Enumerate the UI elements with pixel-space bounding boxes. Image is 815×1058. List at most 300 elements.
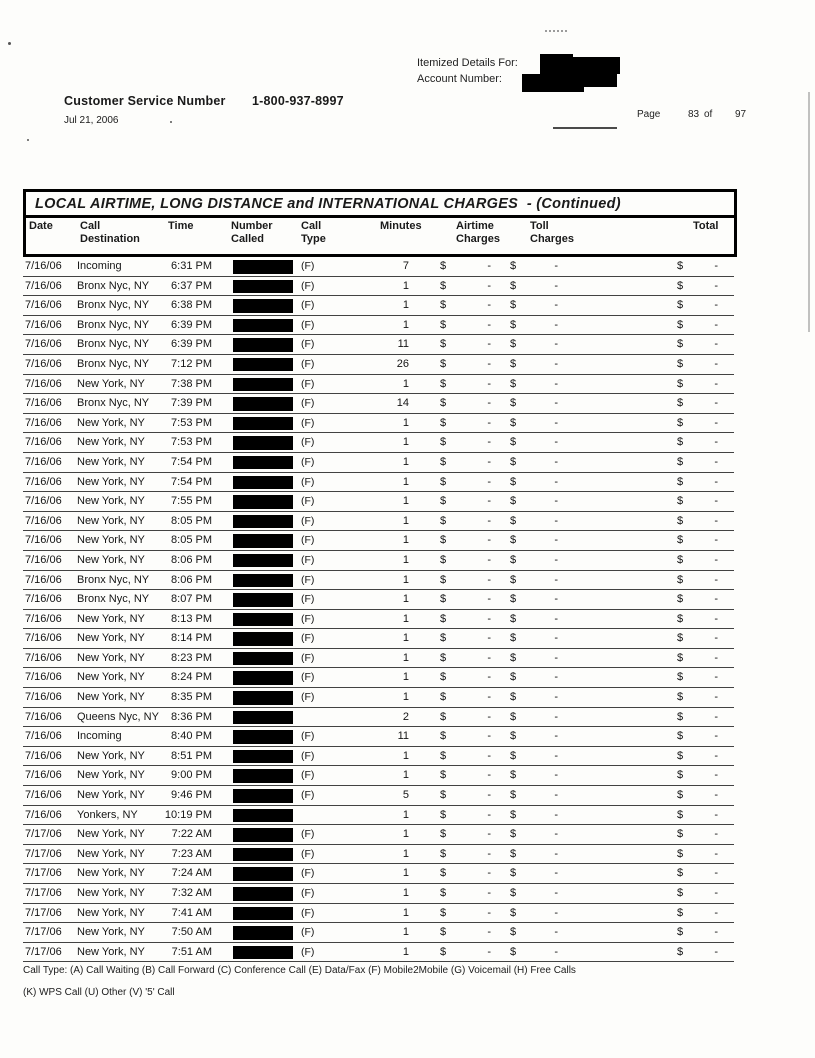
row-date: 7/16/06 [25, 671, 62, 684]
row-toll-currency: $ [510, 808, 517, 821]
row-call-destination: Bronx Nyc, NY [77, 318, 150, 331]
table-row [23, 708, 734, 728]
call-type-legend-line2: (K) WPS Call (U) Other (V) '5' Call [23, 987, 175, 998]
row-toll-currency: $ [510, 691, 517, 704]
row-toll-amount: - [554, 338, 558, 351]
row-call-type: (F) [301, 691, 315, 704]
row-airtime-currency: $ [440, 416, 447, 429]
row-call-type: (F) [301, 632, 315, 645]
row-airtime-amount: - [487, 828, 491, 841]
table-row [23, 786, 734, 806]
row-minutes: 1 [402, 279, 409, 292]
row-total-currency: $ [677, 553, 684, 566]
row-call-type: (F) [301, 730, 315, 743]
row-airtime-amount: - [487, 299, 491, 312]
row-total-amount: - [714, 828, 718, 841]
table-row [23, 335, 734, 355]
row-toll-currency: $ [510, 534, 517, 547]
row-time: 7:22 AM [171, 828, 212, 841]
row-toll-currency: $ [510, 710, 517, 723]
row-toll-currency: $ [510, 867, 517, 880]
redacted-number-box [233, 436, 293, 450]
row-total-currency: $ [677, 710, 684, 723]
row-minutes: 1 [402, 534, 409, 547]
row-airtime-amount: - [487, 906, 491, 919]
row-airtime-currency: $ [440, 260, 447, 272]
row-airtime-amount: - [487, 710, 491, 723]
row-toll-currency: $ [510, 945, 517, 958]
table-column-headers [26, 218, 734, 254]
row-toll-currency: $ [510, 651, 517, 664]
table-row [23, 551, 734, 571]
row-airtime-currency: $ [440, 338, 447, 351]
row-call-type: (F) [301, 945, 315, 958]
row-call-type: (F) [301, 455, 315, 468]
row-airtime-amount: - [487, 730, 491, 743]
row-time: 7:39 PM [171, 397, 212, 410]
row-call-type: (F) [301, 260, 315, 272]
row-total-currency: $ [677, 867, 684, 880]
row-toll-currency: $ [510, 357, 517, 370]
row-minutes: 1 [402, 945, 409, 958]
row-call-destination: Bronx Nyc, NY [77, 397, 150, 410]
scan-speck [27, 139, 29, 141]
row-airtime-amount: - [487, 377, 491, 390]
row-total-amount: - [714, 416, 718, 429]
row-airtime-currency: $ [440, 749, 447, 762]
row-minutes: 26 [396, 357, 409, 370]
row-airtime-amount: - [487, 769, 491, 782]
row-airtime-amount: - [487, 808, 491, 821]
row-toll-amount: - [554, 475, 558, 488]
row-total-amount: - [714, 887, 718, 899]
row-call-destination: New York, NY [77, 651, 145, 664]
row-airtime-amount: - [487, 416, 491, 429]
row-minutes: 1 [402, 612, 409, 625]
row-toll-amount: - [554, 651, 558, 664]
row-toll-amount: - [554, 691, 558, 704]
redacted-number-box [233, 691, 293, 705]
row-total-amount: - [714, 632, 718, 645]
row-airtime-currency: $ [440, 867, 447, 880]
row-minutes: 1 [402, 475, 409, 488]
row-time: 7:12 PM [171, 357, 212, 370]
row-minutes: 11 [397, 338, 409, 351]
row-call-destination: Bronx Nyc, NY [77, 573, 150, 586]
row-airtime-currency: $ [440, 553, 447, 566]
row-airtime-currency: $ [440, 847, 447, 860]
redacted-number-box [233, 946, 293, 960]
row-toll-amount: - [554, 260, 558, 272]
row-total-amount: - [714, 847, 718, 860]
row-minutes: 1 [402, 769, 409, 782]
row-total-amount: - [714, 299, 718, 312]
row-total-currency: $ [677, 671, 684, 684]
row-toll-amount: - [554, 828, 558, 841]
row-date: 7/17/06 [25, 887, 62, 899]
row-call-destination: New York, NY [77, 867, 145, 880]
customer-service-number: 1-800-937-8997 [252, 94, 344, 108]
row-toll-currency: $ [510, 926, 517, 939]
table-row [23, 257, 734, 277]
scan-speck [8, 42, 11, 45]
row-airtime-currency: $ [440, 455, 447, 468]
row-airtime-currency: $ [440, 632, 447, 645]
redacted-number-box [233, 280, 293, 294]
row-total-currency: $ [677, 945, 684, 958]
table-row [23, 473, 734, 493]
row-time: 6:39 PM [171, 318, 212, 331]
row-total-amount: - [714, 534, 718, 547]
row-toll-amount: - [554, 906, 558, 919]
row-total-currency: $ [677, 357, 684, 370]
row-call-type: (F) [301, 495, 315, 508]
row-toll-currency: $ [510, 318, 517, 331]
row-call-type: (F) [301, 847, 315, 860]
row-toll-amount: - [554, 632, 558, 645]
row-airtime-amount: - [487, 455, 491, 468]
redaction-box-account [584, 74, 617, 87]
row-call-type: (F) [301, 475, 315, 488]
row-minutes: 1 [402, 514, 409, 527]
row-date: 7/16/06 [25, 593, 62, 606]
row-total-amount: - [714, 612, 718, 625]
row-call-type: (F) [301, 612, 315, 625]
row-time: 7:53 PM [171, 416, 212, 429]
row-call-type: (F) [301, 749, 315, 762]
row-call-destination: New York, NY [77, 514, 145, 527]
row-airtime-currency: $ [440, 573, 447, 586]
row-toll-currency: $ [510, 495, 517, 508]
redacted-number-box [233, 867, 293, 881]
row-airtime-currency: $ [440, 593, 447, 606]
row-airtime-currency: $ [440, 808, 447, 821]
row-airtime-currency: $ [440, 710, 447, 723]
row-minutes: 1 [402, 906, 409, 919]
redacted-number-box [233, 574, 293, 588]
row-date: 7/17/06 [25, 945, 62, 958]
redacted-number-box [233, 299, 293, 313]
row-total-amount: - [714, 769, 718, 782]
row-minutes: 1 [402, 377, 409, 390]
row-call-destination: New York, NY [77, 945, 145, 958]
row-minutes: 1 [402, 436, 409, 449]
row-toll-currency: $ [510, 338, 517, 351]
row-toll-amount: - [554, 887, 558, 899]
row-total-currency: $ [677, 691, 684, 704]
row-toll-amount: - [554, 573, 558, 586]
row-toll-currency: $ [510, 906, 517, 919]
row-total-amount: - [714, 691, 718, 704]
redacted-number-box [233, 750, 293, 764]
row-total-amount: - [714, 651, 718, 664]
row-total-currency: $ [677, 475, 684, 488]
row-total-amount: - [714, 710, 718, 723]
row-toll-amount: - [554, 769, 558, 782]
col-header-total: Total [693, 220, 719, 232]
row-time: 8:05 PM [171, 534, 212, 547]
row-airtime-amount: - [487, 318, 491, 331]
row-call-type: (F) [301, 553, 315, 566]
row-toll-amount: - [554, 436, 558, 449]
row-total-currency: $ [677, 377, 684, 390]
row-toll-amount: - [554, 847, 558, 860]
row-date: 7/16/06 [25, 377, 62, 390]
row-toll-currency: $ [510, 514, 517, 527]
row-call-destination: New York, NY [77, 416, 145, 429]
row-call-destination: Bronx Nyc, NY [77, 279, 150, 292]
row-total-currency: $ [677, 632, 684, 645]
row-total-amount: - [714, 671, 718, 684]
row-date: 7/16/06 [25, 651, 62, 664]
row-call-type: (F) [301, 338, 315, 351]
row-total-currency: $ [677, 789, 684, 802]
row-call-destination: New York, NY [77, 906, 145, 919]
table-row [23, 571, 734, 591]
row-toll-amount: - [554, 789, 558, 802]
row-minutes: 1 [402, 495, 409, 508]
row-airtime-currency: $ [440, 436, 447, 449]
row-airtime-amount: - [487, 691, 491, 704]
row-airtime-currency: $ [440, 299, 447, 312]
row-date: 7/16/06 [25, 730, 62, 743]
table-row [23, 747, 734, 767]
row-time: 6:37 PM [171, 279, 212, 292]
row-toll-currency: $ [510, 828, 517, 841]
table-title: LOCAL AIRTIME, LONG DISTANCE and INTERNATIONAL CHARGES - (Continued) [26, 192, 734, 218]
row-airtime-currency: $ [440, 397, 447, 410]
row-minutes: 1 [402, 632, 409, 645]
row-airtime-currency: $ [440, 730, 447, 743]
redacted-number-box [233, 769, 293, 783]
table-row [23, 277, 734, 297]
row-time: 7:24 AM [171, 867, 212, 880]
row-call-destination: New York, NY [77, 789, 145, 802]
row-toll-currency: $ [510, 847, 517, 860]
row-total-currency: $ [677, 887, 684, 899]
row-time: 8:35 PM [171, 691, 212, 704]
redaction-box-name [540, 54, 573, 75]
table-row [23, 453, 734, 473]
row-minutes: 1 [402, 691, 409, 704]
row-date: 7/16/06 [25, 534, 62, 547]
row-airtime-amount: - [487, 338, 491, 351]
row-total-currency: $ [677, 828, 684, 841]
table-row [23, 394, 734, 414]
row-toll-currency: $ [510, 553, 517, 566]
row-time: 8:05 PM [171, 514, 212, 527]
row-total-currency: $ [677, 612, 684, 625]
row-airtime-amount: - [487, 887, 491, 899]
row-toll-amount: - [554, 416, 558, 429]
redacted-number-box [233, 358, 293, 372]
redacted-number-box [233, 495, 293, 509]
redacted-number-box [233, 789, 293, 803]
redacted-number-box [233, 397, 293, 411]
row-airtime-amount: - [487, 612, 491, 625]
row-time: 8:51 PM [171, 749, 212, 762]
table-row [23, 355, 734, 375]
row-airtime-currency: $ [440, 926, 447, 939]
row-total-amount: - [714, 260, 718, 272]
row-airtime-currency: $ [440, 279, 447, 292]
row-date: 7/16/06 [25, 632, 62, 645]
row-total-currency: $ [677, 808, 684, 821]
redacted-number-box [233, 711, 293, 725]
page-of-label: of [704, 109, 713, 120]
row-airtime-currency: $ [440, 691, 447, 704]
row-date: 7/16/06 [25, 397, 62, 410]
row-call-destination: New York, NY [77, 749, 145, 762]
row-airtime-amount: - [487, 397, 491, 410]
row-airtime-amount: - [487, 475, 491, 488]
row-airtime-amount: - [487, 436, 491, 449]
row-minutes: 7 [402, 260, 409, 272]
row-call-type: (F) [301, 299, 315, 312]
row-airtime-amount: - [487, 514, 491, 527]
row-time: 8:36 PM [171, 710, 212, 723]
row-airtime-currency: $ [440, 906, 447, 919]
table-header [23, 189, 737, 257]
table-row [23, 649, 734, 669]
row-airtime-amount: - [487, 867, 491, 880]
row-call-destination: New York, NY [77, 887, 145, 899]
row-total-currency: $ [677, 260, 684, 272]
row-total-currency: $ [677, 926, 684, 939]
row-call-destination: New York, NY [77, 828, 145, 841]
row-toll-amount: - [554, 514, 558, 527]
table-row [23, 806, 734, 826]
page-label: Page [637, 109, 661, 120]
row-airtime-currency: $ [440, 495, 447, 508]
redacted-number-box [233, 378, 293, 392]
row-date: 7/16/06 [25, 789, 62, 802]
table-row [23, 590, 734, 610]
row-total-currency: $ [677, 906, 684, 919]
row-date: 7/16/06 [25, 318, 62, 331]
account-number-label: Account Number: [417, 73, 502, 85]
row-date: 7/17/06 [25, 926, 62, 939]
row-toll-currency: $ [510, 377, 517, 390]
row-airtime-currency: $ [440, 318, 447, 331]
row-total-currency: $ [677, 651, 684, 664]
row-toll-amount: - [554, 926, 558, 939]
row-time: 6:38 PM [171, 299, 212, 312]
table-row [23, 864, 734, 884]
row-call-type: (F) [301, 867, 315, 880]
redacted-number-box [233, 887, 293, 901]
row-airtime-amount: - [487, 749, 491, 762]
row-total-currency: $ [677, 514, 684, 527]
row-minutes: 1 [402, 573, 409, 586]
row-call-type: (F) [301, 397, 315, 410]
redacted-number-box [233, 848, 293, 862]
row-minutes: 1 [402, 651, 409, 664]
row-minutes: 1 [402, 808, 409, 821]
row-call-destination: Bronx Nyc, NY [77, 593, 150, 606]
scan-speck [545, 30, 567, 32]
row-airtime-amount: - [487, 847, 491, 860]
row-total-amount: - [714, 867, 718, 880]
redacted-number-box [233, 613, 293, 627]
row-toll-amount: - [554, 730, 558, 743]
row-toll-amount: - [554, 279, 558, 292]
row-call-type: (F) [301, 514, 315, 527]
row-call-destination: New York, NY [77, 847, 145, 860]
table-row [23, 688, 734, 708]
table-row [23, 629, 734, 649]
row-total-currency: $ [677, 299, 684, 312]
redaction-box-account [522, 74, 584, 92]
row-date: 7/16/06 [25, 279, 62, 292]
row-time: 7:50 AM [171, 926, 212, 939]
table-row [23, 845, 734, 865]
row-airtime-amount: - [487, 495, 491, 508]
row-airtime-currency: $ [440, 534, 447, 547]
row-call-type: (F) [301, 573, 315, 586]
row-total-currency: $ [677, 495, 684, 508]
row-date: 7/16/06 [25, 691, 62, 704]
row-date: 7/16/06 [25, 514, 62, 527]
row-airtime-amount: - [487, 553, 491, 566]
row-airtime-amount: - [487, 357, 491, 370]
row-call-type: (F) [301, 926, 315, 939]
row-call-type: (F) [301, 377, 315, 390]
row-call-type: (F) [301, 789, 315, 802]
page-total: 97 [735, 109, 747, 120]
row-call-destination: New York, NY [77, 553, 145, 566]
row-total-currency: $ [677, 573, 684, 586]
row-date: 7/16/06 [25, 710, 62, 723]
table-row [23, 727, 734, 747]
row-date: 7/16/06 [25, 612, 62, 625]
row-airtime-currency: $ [440, 828, 447, 841]
row-airtime-amount: - [487, 651, 491, 664]
table-row [23, 943, 734, 963]
row-total-amount: - [714, 730, 718, 743]
row-time: 8:23 PM [171, 651, 212, 664]
row-time: 7:41 AM [171, 906, 212, 919]
col-header-airtime-charges: Airtime Charges [456, 220, 501, 245]
row-call-destination: New York, NY [77, 632, 145, 645]
row-call-type: (F) [301, 416, 315, 429]
row-minutes: 1 [402, 416, 409, 429]
row-minutes: 1 [402, 749, 409, 762]
row-call-destination: New York, NY [77, 495, 145, 508]
row-total-amount: - [714, 475, 718, 488]
row-toll-amount: - [554, 534, 558, 547]
row-toll-amount: - [554, 553, 558, 566]
row-call-destination: New York, NY [77, 455, 145, 468]
row-total-currency: $ [677, 279, 684, 292]
row-total-amount: - [714, 593, 718, 606]
row-minutes: 1 [402, 671, 409, 684]
table-row [23, 414, 734, 434]
col-header-minutes: Minutes [380, 220, 422, 232]
row-total-currency: $ [677, 318, 684, 331]
row-toll-currency: $ [510, 632, 517, 645]
row-call-destination: New York, NY [77, 534, 145, 547]
row-total-amount: - [714, 495, 718, 508]
row-minutes: 14 [396, 397, 409, 410]
redacted-number-box [233, 671, 293, 685]
row-call-destination: Bronx Nyc, NY [77, 299, 150, 312]
redacted-number-box [233, 652, 293, 666]
row-toll-currency: $ [510, 299, 517, 312]
row-toll-amount: - [554, 299, 558, 312]
row-minutes: 1 [402, 926, 409, 939]
row-toll-currency: $ [510, 769, 517, 782]
